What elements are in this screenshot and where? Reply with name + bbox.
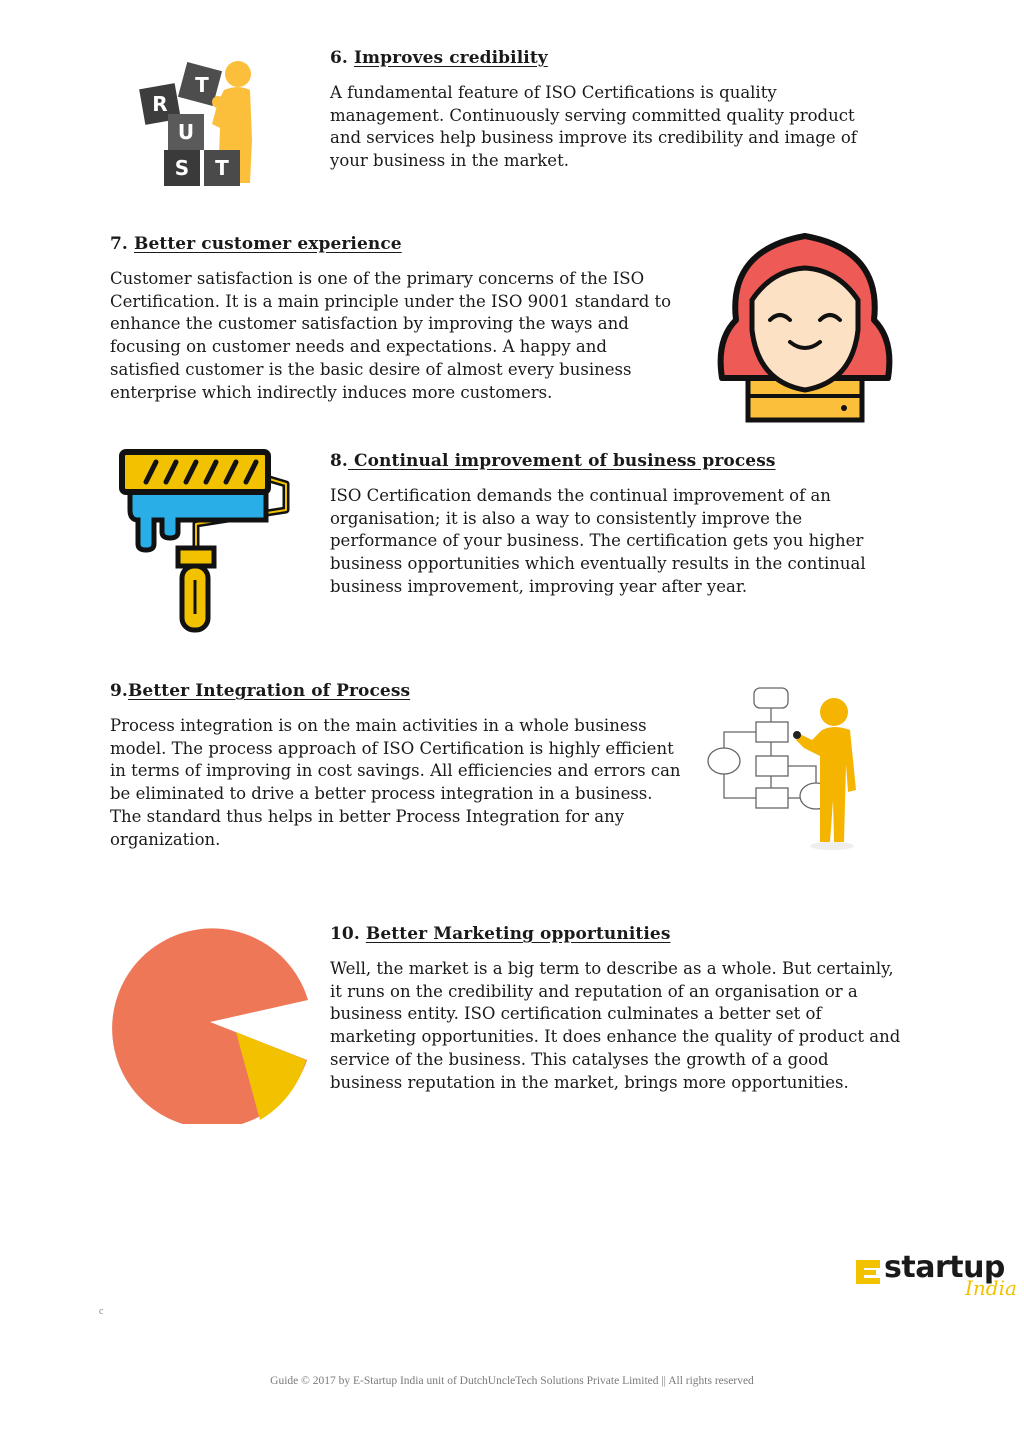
section-10-heading	[330, 924, 902, 944]
section-8-body: ISO Certification demands the continual improvement of an organisation; it is also a way to consistently improve the performance of your business. The certification gets you higher business opportunities which eventually results in the continual business improvement, improving year after year.	[330, 486, 866, 596]
logo-script: India	[965, 1276, 1017, 1300]
section-8-title: Continual improvement of business process	[347, 451, 776, 471]
trust-letter-t2: T	[215, 156, 229, 180]
pie-chart-icon	[108, 920, 312, 1124]
section-9-number: 9.	[110, 681, 128, 701]
section-7-body: Customer satisfaction is one of the primary concerns of the ISO Certification. It is a main principle under the ISO 9001 standard to enhance the customer satisfaction by improving the ways and focusing on customer needs and expectations. A happy and satisfied customer is the basic desire of almost every business enterprise which indirectly induces more customers.	[110, 269, 672, 402]
section-9-heading	[110, 681, 682, 701]
flowchart-person-icon	[704, 684, 874, 856]
stray-mark: c	[99, 1306, 104, 1317]
trust-letter-s: S	[174, 156, 190, 180]
trust-letter-u: U	[177, 120, 195, 144]
trust-letter-t1: T	[195, 73, 209, 97]
section-9-title: Better Integration of Process	[127, 681, 411, 701]
footer-copyright: Guide © 2017 by E-Startup India unit of DutchUncleTech Solutions Private Limited || All rights reserved	[270, 1375, 754, 1387]
section-6-number: 6.	[330, 48, 348, 68]
estartup-e-icon	[852, 1256, 884, 1288]
section-10-title: Better Marketing opportunities	[365, 924, 671, 944]
section-8-number: 8.	[330, 451, 348, 471]
happy-customer-icon	[712, 230, 898, 424]
section-7-number: 7.	[110, 234, 128, 254]
section-9	[110, 681, 682, 851]
section-10-body: Well, the market is a big term to describe as a whole. But certainly, it runs on the credibility and reputation of an organisation or a business entity. ISO certification culminates a better set of marketing opportunities. It does enhance the quality of product and service of the business. This catalyses the growth of a good business reputation in the market, brings more opportunities.	[330, 959, 901, 1092]
section-6	[330, 48, 890, 173]
section-7-title: Better customer experience	[133, 234, 402, 254]
estartup-india-logo	[850, 1250, 1020, 1310]
section-6-heading	[330, 48, 890, 68]
logo-word: startup	[884, 1250, 1005, 1285]
section-9-body: Process integration is on the main activities in a whole business model. The process approach of ISO Certification is highly efficient in terms of improving in cost savings. All efficiencies and errors can be eliminated to drive a better process integration in a business. The standard thus helps in better Process Integration for any organization.	[110, 716, 681, 849]
section-6-title: Improves credibility	[353, 48, 548, 68]
paint-roller-icon	[116, 448, 292, 636]
section-7-heading	[110, 234, 682, 254]
section-10-number: 10.	[330, 924, 360, 944]
section-8	[330, 451, 902, 599]
section-8-heading	[330, 451, 902, 471]
trust-letter-r: R	[152, 92, 168, 116]
section-7	[110, 234, 682, 404]
section-10	[330, 924, 902, 1094]
trust-blocks-icon	[138, 58, 268, 188]
section-6-body: A fundamental feature of ISO Certifications is quality management. Continuously serving committed quality product and services help business improve its credibility and image of your business in the market.	[330, 83, 857, 171]
